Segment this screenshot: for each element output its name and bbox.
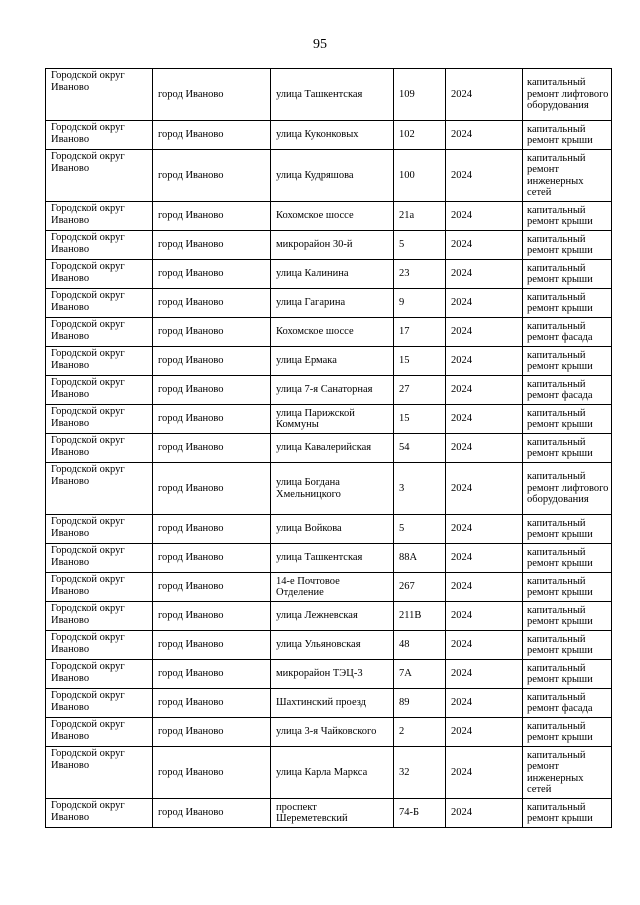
cell-street: улица Ермака [271, 347, 394, 376]
cell-street: улица Парижской Коммуны [271, 405, 394, 434]
cell-street: Кохомское шоссе [271, 202, 394, 231]
cell-district: Городской округ Иваново [46, 405, 153, 434]
cell-locality: город Иваново [153, 718, 271, 747]
cell-year: 2024 [446, 231, 523, 260]
table-row [46, 150, 612, 202]
cell-street: улица 7-я Санаторная [271, 376, 394, 405]
table-row [46, 515, 612, 544]
cell-locality: город Иваново [153, 573, 271, 602]
cell-work-type: капитальный ремонт крыши [523, 718, 612, 747]
cell-year: 2024 [446, 347, 523, 376]
cell-street: улица Богдана Хмельницкого [271, 463, 394, 515]
cell-street: улица Ульяновская [271, 631, 394, 660]
cell-work-type: капитальный ремонт крыши [523, 231, 612, 260]
cell-locality: город Иваново [153, 121, 271, 150]
cell-work-type: капитальный ремонт крыши [523, 405, 612, 434]
cell-year: 2024 [446, 69, 523, 121]
cell-work-type: капитальный ремонт крыши [523, 121, 612, 150]
cell-street: микрорайон 30-й [271, 231, 394, 260]
cell-district: Городской округ Иваново [46, 463, 153, 515]
table-row [46, 689, 612, 718]
table-body [46, 69, 612, 828]
cell-house-number: 54 [394, 434, 446, 463]
cell-locality: город Иваново [153, 69, 271, 121]
cell-locality: город Иваново [153, 376, 271, 405]
cell-district: Городской округ Иваново [46, 434, 153, 463]
cell-house-number: 88А [394, 544, 446, 573]
cell-work-type: капитальный ремонт крыши [523, 434, 612, 463]
cell-year: 2024 [446, 121, 523, 150]
table-row [46, 799, 612, 828]
cell-house-number: 100 [394, 150, 446, 202]
cell-district: Городской округ Иваново [46, 150, 153, 202]
cell-work-type: капитальный ремонт крыши [523, 289, 612, 318]
cell-district: Городской округ Иваново [46, 202, 153, 231]
table-row [46, 718, 612, 747]
cell-district: Городской округ Иваново [46, 121, 153, 150]
cell-work-type: капитальный ремонт крыши [523, 631, 612, 660]
cell-locality: город Иваново [153, 231, 271, 260]
cell-locality: город Иваново [153, 289, 271, 318]
cell-locality: город Иваново [153, 631, 271, 660]
table-row [46, 202, 612, 231]
cell-work-type: капитальный ремонт крыши [523, 660, 612, 689]
cell-district: Городской округ Иваново [46, 318, 153, 347]
cell-locality: город Иваново [153, 660, 271, 689]
cell-house-number: 48 [394, 631, 446, 660]
cell-street: микрорайон ТЭЦ-3 [271, 660, 394, 689]
cell-locality: город Иваново [153, 347, 271, 376]
table-row [46, 660, 612, 689]
cell-district: Городской округ Иваново [46, 602, 153, 631]
cell-year: 2024 [446, 463, 523, 515]
cell-house-number: 27 [394, 376, 446, 405]
table-row [46, 231, 612, 260]
cell-locality: город Иваново [153, 434, 271, 463]
table-row [46, 747, 612, 799]
cell-house-number: 2 [394, 718, 446, 747]
cell-street: улица Кудряшова [271, 150, 394, 202]
cell-street: улица Карла Маркса [271, 747, 394, 799]
cell-year: 2024 [446, 602, 523, 631]
cell-house-number: 102 [394, 121, 446, 150]
cell-locality: город Иваново [153, 150, 271, 202]
cell-year: 2024 [446, 405, 523, 434]
table-row [46, 69, 612, 121]
cell-work-type: капитальный ремонт крыши [523, 799, 612, 828]
cell-street: улица Ташкентская [271, 544, 394, 573]
cell-locality: город Иваново [153, 318, 271, 347]
cell-street: Кохомское шоссе [271, 318, 394, 347]
cell-locality: город Иваново [153, 405, 271, 434]
cell-street: улица Гагарина [271, 289, 394, 318]
cell-house-number: 89 [394, 689, 446, 718]
cell-district: Городской округ Иваново [46, 376, 153, 405]
cell-year: 2024 [446, 689, 523, 718]
cell-house-number: 7А [394, 660, 446, 689]
cell-locality: город Иваново [153, 260, 271, 289]
cell-year: 2024 [446, 150, 523, 202]
page-number: 95 [313, 37, 327, 52]
cell-year: 2024 [446, 318, 523, 347]
table-row [46, 434, 612, 463]
cell-work-type: капитальный ремонт лифтового оборудования [523, 463, 612, 515]
cell-year: 2024 [446, 544, 523, 573]
cell-district: Городской округ Иваново [46, 747, 153, 799]
cell-year: 2024 [446, 747, 523, 799]
cell-year: 2024 [446, 718, 523, 747]
cell-locality: город Иваново [153, 463, 271, 515]
cell-work-type: капитальный ремонт инженерных сетей [523, 150, 612, 202]
cell-work-type: капитальный ремонт фасада [523, 318, 612, 347]
cell-work-type: капитальный ремонт крыши [523, 260, 612, 289]
table-row [46, 463, 612, 515]
cell-year: 2024 [446, 434, 523, 463]
cell-work-type: капитальный ремонт крыши [523, 573, 612, 602]
cell-house-number: 5 [394, 231, 446, 260]
cell-house-number: 9 [394, 289, 446, 318]
cell-street: улица Калинина [271, 260, 394, 289]
table-row [46, 602, 612, 631]
cell-district: Городской округ Иваново [46, 260, 153, 289]
cell-house-number: 109 [394, 69, 446, 121]
cell-street: проспект Шереметевский [271, 799, 394, 828]
cell-house-number: 23 [394, 260, 446, 289]
cell-work-type: капитальный ремонт крыши [523, 602, 612, 631]
cell-street: улица Куконковых [271, 121, 394, 150]
cell-street: улица Войкова [271, 515, 394, 544]
cell-house-number: 15 [394, 405, 446, 434]
table-row [46, 376, 612, 405]
table-row [46, 347, 612, 376]
cell-year: 2024 [446, 289, 523, 318]
cell-work-type: капитальный ремонт лифтового оборудования [523, 69, 612, 121]
table-row [46, 318, 612, 347]
cell-work-type: капитальный ремонт фасада [523, 689, 612, 718]
cell-year: 2024 [446, 631, 523, 660]
cell-year: 2024 [446, 660, 523, 689]
cell-house-number: 74-Б [394, 799, 446, 828]
cell-district: Городской округ Иваново [46, 69, 153, 121]
table-row [46, 405, 612, 434]
cell-work-type: капитальный ремонт инженерных сетей [523, 747, 612, 799]
cell-year: 2024 [446, 202, 523, 231]
cell-locality: город Иваново [153, 799, 271, 828]
cell-year: 2024 [446, 515, 523, 544]
cell-district: Городской округ Иваново [46, 573, 153, 602]
cell-year: 2024 [446, 799, 523, 828]
cell-street: 14-е Почтовое Отделение [271, 573, 394, 602]
cell-house-number: 211В [394, 602, 446, 631]
cell-house-number: 3 [394, 463, 446, 515]
cell-house-number: 15 [394, 347, 446, 376]
cell-locality: город Иваново [153, 544, 271, 573]
cell-district: Городской округ Иваново [46, 631, 153, 660]
cell-house-number: 21а [394, 202, 446, 231]
repair-schedule-table [45, 68, 612, 828]
cell-year: 2024 [446, 260, 523, 289]
cell-locality: город Иваново [153, 689, 271, 718]
cell-house-number: 5 [394, 515, 446, 544]
cell-house-number: 17 [394, 318, 446, 347]
cell-house-number: 267 [394, 573, 446, 602]
cell-house-number: 32 [394, 747, 446, 799]
cell-locality: город Иваново [153, 602, 271, 631]
cell-street: улица Ташкентская [271, 69, 394, 121]
cell-locality: город Иваново [153, 747, 271, 799]
cell-street: Шахтинский проезд [271, 689, 394, 718]
cell-work-type: капитальный ремонт крыши [523, 202, 612, 231]
cell-district: Городской округ Иваново [46, 544, 153, 573]
table-row [46, 260, 612, 289]
cell-year: 2024 [446, 376, 523, 405]
cell-work-type: капитальный ремонт крыши [523, 347, 612, 376]
cell-district: Городской округ Иваново [46, 689, 153, 718]
cell-district: Городской округ Иваново [46, 347, 153, 376]
table-row [46, 121, 612, 150]
cell-street: улица Кавалерийская [271, 434, 394, 463]
cell-district: Городской округ Иваново [46, 515, 153, 544]
cell-street: улица Лежневская [271, 602, 394, 631]
cell-year: 2024 [446, 573, 523, 602]
cell-district: Городской округ Иваново [46, 718, 153, 747]
cell-locality: город Иваново [153, 515, 271, 544]
cell-district: Городской округ Иваново [46, 289, 153, 318]
cell-street: улица 3-я Чайковского [271, 718, 394, 747]
table-row [46, 544, 612, 573]
table-row [46, 289, 612, 318]
cell-district: Городской округ Иваново [46, 231, 153, 260]
cell-work-type: капитальный ремонт фасада [523, 376, 612, 405]
cell-work-type: капитальный ремонт крыши [523, 544, 612, 573]
cell-district: Городской округ Иваново [46, 799, 153, 828]
cell-work-type: капитальный ремонт крыши [523, 515, 612, 544]
table-row [46, 631, 612, 660]
cell-district: Городской округ Иваново [46, 660, 153, 689]
table-row [46, 573, 612, 602]
cell-locality: город Иваново [153, 202, 271, 231]
